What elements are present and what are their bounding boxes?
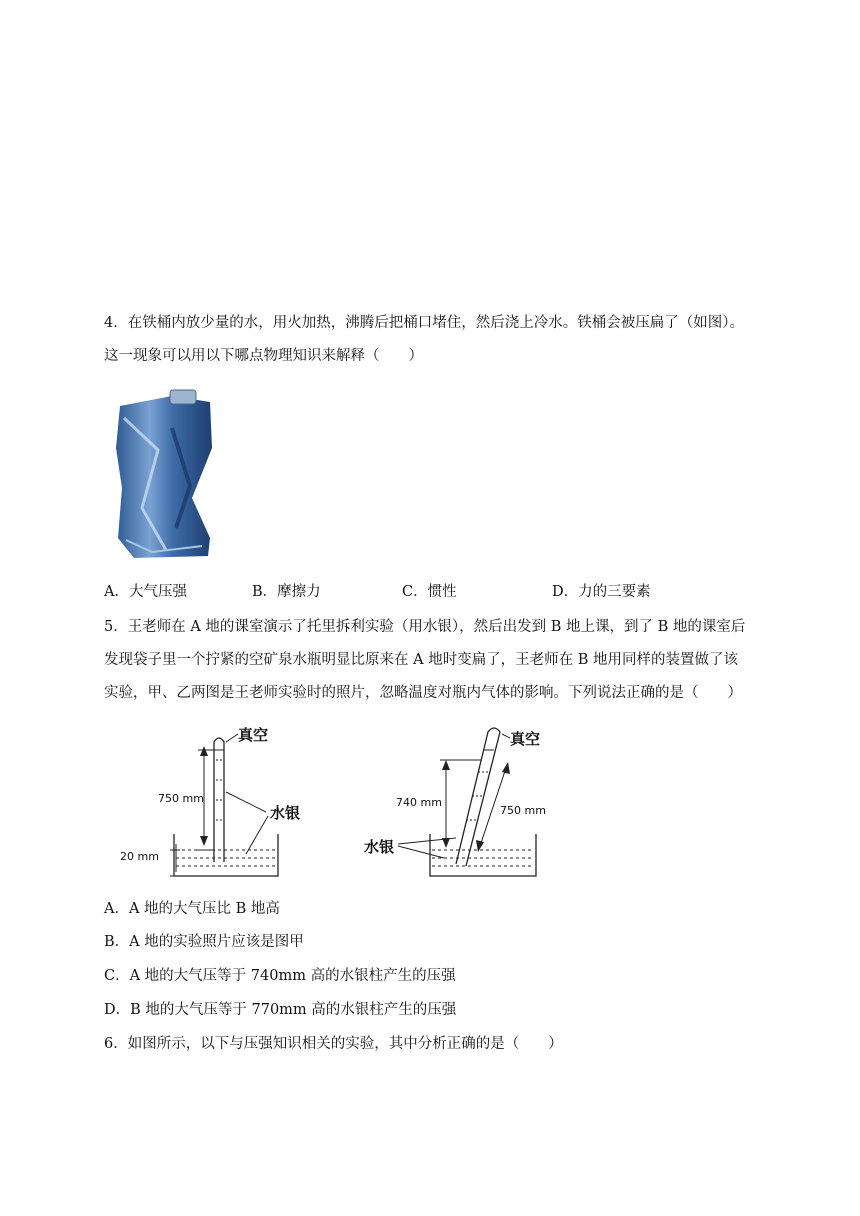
torricelli-figure-right — [360, 720, 560, 882]
q5-stem-line3: 实验，甲、乙两图是王老师实验时的照片，忽略温度对瓶内气体的影响。下列说法正确的是（ ） — [104, 685, 742, 701]
q5-stem-line1: 5．王老师在 A 地的课室演示了托里拆利实验（用水银），然后出发到 B 地上课，到了 B 地的课室后 — [104, 619, 746, 635]
q4-option-a: A．大气压强 — [104, 584, 187, 600]
torricelli-figure-left — [118, 720, 318, 882]
right-mercury-label: 水银 — [364, 838, 395, 856]
crushed-can-image — [112, 388, 220, 560]
q4-option-c: C．惯性 — [402, 584, 457, 600]
right-slant-label: 750 mm — [500, 804, 546, 817]
q5-option-a: A．A 地的大气压比 B 地高 — [104, 901, 280, 917]
q4-stem-line1: 4．在铁桶内放少量的水，用火加热，沸腾后把桶口堵住，然后浇上冷水。铁桶会被压扁了（如图）。 — [104, 315, 744, 331]
q4-option-b: B．摩擦力 — [252, 584, 321, 600]
right-vertical-label: 740 mm — [396, 796, 442, 809]
q6-stem-line1: 6．如图所示，以下与压强知识相关的实验，其中分析正确的是（ ） — [104, 1036, 563, 1052]
left-mercury-label: 水银 — [270, 804, 301, 822]
q5-option-d: D．B 地的大气压等于 770mm 高的水银柱产生的压强 — [104, 1002, 457, 1018]
q4-option-d: D．力的三要素 — [552, 584, 651, 600]
left-height-label: 750 mm — [158, 792, 204, 805]
q5-stem-line2: 发现袋子里一个拧紧的空矿泉水瓶明显比原来在 A 地时变扁了，王老师在 B 地用同样的装置做了该 — [104, 652, 739, 668]
q4-stem-line2: 这一现象可以用以下哪点物理知识来解释（ ） — [104, 348, 423, 364]
q5-option-c: C．A 地的大气压等于 740mm 高的水银柱产生的压强 — [104, 968, 456, 984]
q5-option-b: B．A 地的实验照片应该是图甲 — [104, 934, 304, 950]
left-depth-label: 20 mm — [120, 850, 159, 863]
right-vacuum-label: 真空 — [510, 730, 541, 748]
left-vacuum-label: 真空 — [238, 726, 269, 744]
